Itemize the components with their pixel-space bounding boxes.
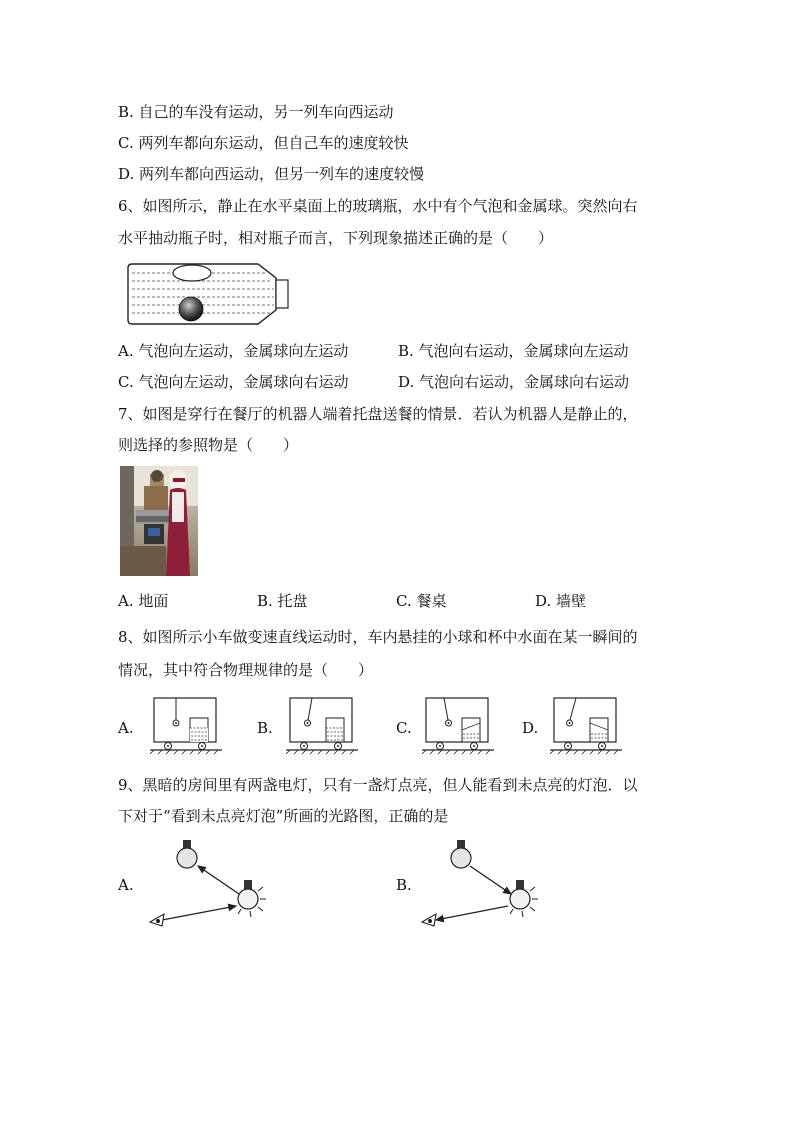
q8-cart-a: [150, 696, 224, 756]
q6-option-c: C. 气泡向左运动，金属球向右运动: [118, 373, 349, 391]
q9-label-b: B.: [396, 876, 412, 894]
unlit-bulb-icon: [451, 840, 471, 868]
eye-icon: [150, 914, 164, 926]
q7-option-b: B. 托盘: [257, 592, 308, 610]
q9-stem-line-2: 下对于“看到未点亮灯泡”所画的光路图，正确的是: [118, 807, 449, 825]
metal-ball: [179, 297, 203, 321]
q8-label-d: D.: [522, 719, 539, 737]
q5-option-d: D. 两列车都向西运动，但另一列车的速度较慢: [118, 165, 425, 183]
q9-stem-line-1: 9、黑暗的房间里有两盏电灯，只有一盏灯点亮，但人能看到未点亮的灯泡．以: [118, 776, 638, 794]
q9-label-a: A.: [118, 876, 134, 894]
eye-icon: [422, 914, 436, 926]
q8-cart-c: [422, 696, 496, 756]
q8-stem-line-1: 8、如图所示小车做变速直线运动时，车内悬挂的小球和杯中水面在某一瞬间的: [118, 628, 638, 646]
q8-label-c: C.: [396, 719, 412, 737]
q7-stem-line-2: 则选择的参照物是（ ）: [118, 436, 299, 454]
q8-cart-d: [550, 696, 624, 756]
restaurant-robot-photo: [120, 466, 198, 576]
q7-option-d: D. 墙壁: [535, 592, 587, 610]
q8-label-a: A.: [118, 719, 134, 737]
q9-light-path-b: [418, 836, 548, 928]
q8-stem-line-2: 情况，其中符合物理规律的是（ ）: [118, 661, 374, 679]
q7-option-c: C. 餐桌: [396, 592, 447, 610]
q9-light-path-a: [146, 836, 276, 928]
air-bubble: [173, 265, 211, 281]
q6-stem-line-2: 水平抽动瓶子时，相对瓶子而言，下列现象描述正确的是（ ）: [118, 229, 554, 247]
q8-label-b: B.: [257, 719, 273, 737]
q6-stem-line-1: 6、如图所示，静止在水平桌面上的玻璃瓶，水中有个气泡和金属球。突然向右: [118, 197, 638, 215]
lit-bulb-icon: [238, 880, 266, 917]
q7-stem-line-1: 7、如图是穿行在餐厅的机器人端着托盘送餐的情景．若认为机器人是静止的，: [118, 405, 638, 423]
q6-bottle-figure: [126, 260, 292, 328]
q6-option-a: A. 气泡向左运动，金属球向左运动: [118, 342, 349, 360]
lit-bulb-icon: [510, 880, 538, 917]
q7-option-a: A. 地面: [118, 592, 169, 610]
unlit-bulb-icon: [177, 840, 197, 868]
q6-option-b: B. 气泡向右运动，金属球向左运动: [398, 342, 629, 360]
q5-option-c: C. 两列车都向东运动，但自己车的速度较快: [118, 134, 409, 152]
q5-option-b: B. 自己的车没有运动，另一列车向西运动: [118, 103, 394, 121]
q6-option-d: D. 气泡向右运动，金属球向右运动: [398, 373, 630, 391]
q8-cart-b: [286, 696, 360, 756]
